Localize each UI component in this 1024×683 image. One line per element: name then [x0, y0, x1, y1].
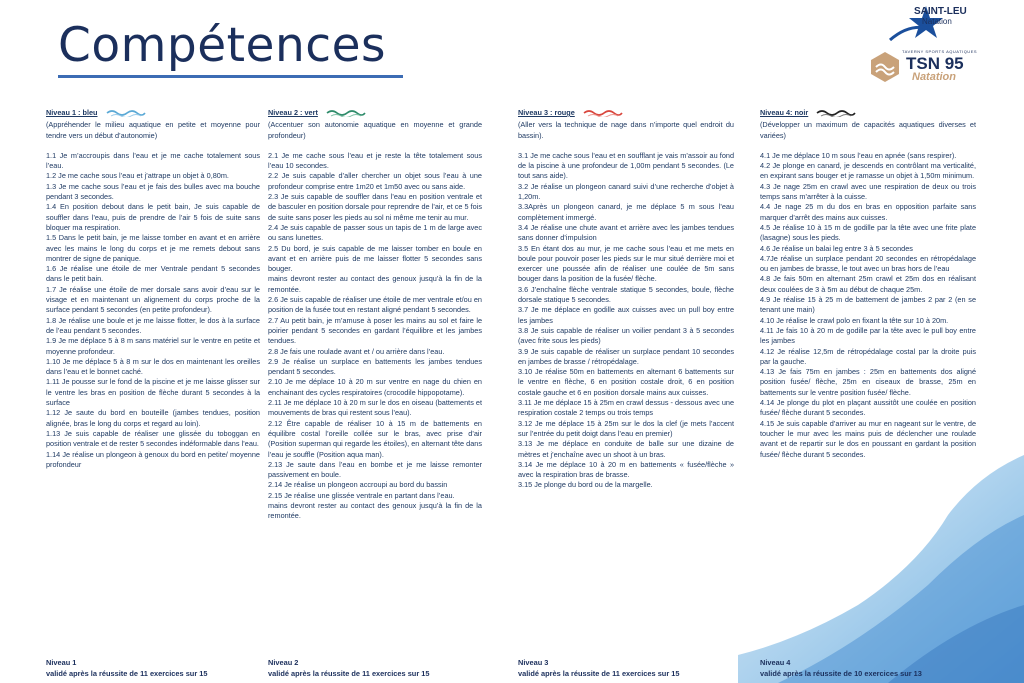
- list-item: 3.12 Je me déplace 15 à 25m sur le dos la clef (je mets l’accent sur l’entrée du petit doigt dans l’eau en premier): [518, 418, 734, 438]
- list-item: 3.7 Je me déplace en godille aux cuisses avec un pull boy entre les jambes: [518, 305, 734, 325]
- level-2-footer: [268, 657, 482, 679]
- list-item: 4.4 Je nage 25 m du dos en bras en opposition parfaite sans marquer d’arrêt des mains aux cuisses.: [760, 202, 976, 222]
- level-3-footer-title: Niveau 3: [518, 658, 549, 667]
- level-2-footer-text: validé après la réussite de 11 exercices sur 15: [268, 669, 430, 678]
- list-item: 4.8 Je fais 50m en alternant 25m crawl et 25m dos en réalisant deux coulées de 3 à 5m au début de chaque 25m.: [760, 274, 976, 294]
- list-item: 1.7 Je réalise une étoile de mer dorsale sans avoir d’eau sur le visage et en maintenant un alignement du corps proche de la surface pendant 5 secondes (en petite profondeur).: [46, 284, 260, 315]
- logo-brand-sub: Natation: [912, 71, 956, 83]
- list-item: 2.14 Je réalise un plongeon accroupi au bord du bassin: [268, 480, 448, 490]
- list-item: 3.4 Je réalise une chute avant et arrière avec les jambes tendues sans donner d’impulsion: [518, 222, 734, 243]
- list-item: 4.15 Je suis capable d’arriver au mur en nageant sur le ventre, de toucher le mur avec les mains puis de déclencher une roulade avant et de repartir sur le dos en poussant en gardant la position fusée/ flèche durant 5 secondes.: [760, 418, 976, 459]
- logo-line2: Natation: [922, 17, 952, 26]
- green-wave-icon: [326, 109, 366, 117]
- list-item: 2.7 Au petit bain, je m’amuse à poser les mains au sol et faire le poirier pendant 5 secondes en gardant l’équilibre et les jambes tendues.: [268, 315, 482, 346]
- level-2-heading: Niveau 2 : vert: [268, 108, 482, 118]
- list-item: 2.2 Je suis capable d’aller chercher un objet sous l’eau à une profondeur comprise entre 1m20 et 1m50 avec ou sans aide.: [268, 171, 482, 191]
- list-item: 2.5 Du bord, je suis capable de me laisser tomber en boule en avant et en arrière puis de me laisser flotter 5 secondes sans bouger.: [268, 243, 482, 274]
- list-item: 1.4 En position debout dans le petit bain, Je suis capable de souffler dans l’eau, puis de prendre de l’air 5 fois de suite sans bloquer ma respiration.: [46, 202, 260, 232]
- level-2-column: [268, 108, 482, 522]
- list-item: 1.12 Je saute du bord en bouteille (jambes tendues, position alignée, bras le long du corps et regard au loin).: [46, 408, 260, 428]
- list-item: 2.6 Je suis capable de réaliser une étoile de mer ventrale et/ou en position de la fusée tout en restant aligné pendant 5 secondes.: [268, 295, 482, 315]
- list-item: 2.11 Je me déplace 10 à 20 m sur le dos en oiseau (battements et mouvements de bras qui restent sous l’eau).: [268, 398, 482, 418]
- list-item: 3.10 Je réalise 50m en battements en alternant 6 battements sur le ventre en flèche, 6 en position costale droit, 6 en position costale gauche et 6 en position dorsale mains aux cuisses.: [518, 367, 734, 397]
- level-1-footer-title: Niveau 1: [46, 658, 77, 667]
- list-item: 1.9 Je me déplace 5 à 8 m sans matériel sur le ventre en petite et moyenne profondeur.: [46, 336, 260, 356]
- level-2-intro: (Accentuer son autonomie aquatique en moyenne et grande profondeur): [268, 120, 482, 140]
- list-item: 4.6 Je réalise un balai leg entre 3 à 5 secondes: [760, 243, 913, 253]
- list-item: 3.2 Je réalise un plongeon canard suivi d’une recherche d’objet à 1,20m.: [518, 181, 734, 202]
- page-title: Compétences: [58, 18, 386, 73]
- list-item: 1.5 Dans le petit bain, je me laisse tomber en avant et en arrière avec les mains le long du corps et je me remets debout sans montrer de signe de panique.: [46, 233, 260, 263]
- list-item: 4.13 Je fais 75m en jambes : 25m en battements dos aligné position fusée/ flèche, 25m en ciseaux de brasse, 25m en battements sur le ventre position fusée/ flèche.: [760, 367, 976, 397]
- list-item: 2.9 Je réalise un surplace en battements les jambes tendues pendant 5 secondes.: [268, 356, 482, 377]
- list-item: 4.2 Je plonge en canard, je descends en contrôlant ma verticalité, en expirant sans bouger et je ramasse un objet à 1,50m minimum.: [760, 161, 976, 181]
- list-item: 2.10 Je me déplace 10 à 20 m sur ventre en nage du chien en enchainant des cycles respiratoires (crocodile hippopotame).: [268, 377, 482, 397]
- list-item: 1.6 Je réalise une étoile de mer Ventrale pendant 5 secondes dans le petit bain.: [46, 264, 260, 284]
- list-item: 2.4 Je suis capable de passer sous un tapis de 1 m de large avec ou sans lunettes.: [268, 222, 482, 243]
- list-item: 1.2 Je me cache sous l’eau et j’attrape un objet à 0,80m.: [46, 171, 229, 181]
- list-item: 3.13 Je me déplace en conduite de balle sur une dizaine de mètres et j’enchaîne avec un shoot à un bras.: [518, 439, 734, 459]
- list-item: 1.11 Je pousse sur le fond de la piscine et je me laisse glisser sur le ventre les bras en position de flèche durant 5 secondes à la surface: [46, 377, 260, 408]
- list-item: 1.1 Je m’accroupis dans l’eau et je me cache totalement sous l’eau.: [46, 150, 260, 171]
- logo-line1: SAINT-LEU: [914, 6, 967, 17]
- level-1-column: [46, 108, 260, 470]
- list-item: 2.8 Je fais une roulade avant et / ou arrière dans l’eau.: [268, 346, 445, 356]
- level-4-footer-title: Niveau 4: [760, 658, 791, 667]
- list-item: 2.3 Je suis capable de souffler dans l’eau en position ventrale et de basculer en position dorsale pour reprendre de l’air, et ce 5 fois de suite sans poser les pieds au sol ni même me tenir au mur.: [268, 192, 482, 222]
- list-item: 3.6 J’enchaîne flèche ventrale statique 5 secondes, boule, flèche dorsale statique 5 secondes.: [518, 284, 734, 305]
- list-item: 4.9 Je réalise 15 à 25 m de battement de jambes 2 par 2 (en se tenant une main): [760, 295, 976, 315]
- list-item: 3.5 En étant dos au mur, je me cache sous l’eau et me mets en boule pour pouvoir poser les pieds sur le mur situé derrière moi et exercer une poussée afin de réaliser une coulée de 5m sans bouger dans la position de la fusée/ flèche.: [518, 243, 734, 284]
- level-4-heading: Niveau 4: noir: [760, 108, 976, 118]
- list-item: 2.13 Je saute dans l’eau en bombe et je me laisse remonter passivement en boule.: [268, 459, 482, 480]
- club-logo: [862, 4, 992, 88]
- level-3-column: [518, 108, 734, 491]
- logo-tagline: TAVERNY SPORTS AQUATIQUES: [902, 49, 978, 54]
- list-item: 2.1 Je me cache sous l’eau et je reste la tête totalement sous l’eau 10 secondes.: [268, 150, 482, 171]
- list-item: 1.8 Je réalise une boule et je me laisse flotter, le dos à la surface de l’eau pendant 5 secondes.: [46, 315, 260, 335]
- level-3-heading: Niveau 3 : rouge: [518, 108, 734, 118]
- level-4-footer: [760, 657, 976, 679]
- list-item: 1.3 Je me cache sous l’eau et je fais des bulles avec ma bouche pendant 3 secondes.: [46, 181, 260, 202]
- list-item: mains devront rester au contact des genoux jusqu’à la fin de la remontée.: [268, 500, 482, 521]
- level-4-column: [760, 108, 976, 460]
- hexagon-icon: [868, 50, 902, 84]
- level-2-footer-title: Niveau 2: [268, 658, 299, 667]
- list-item: 3.14 Je me déplace 10 à 20 m en battements « fusée/flèche » avec la respiration bras de brasse.: [518, 459, 734, 480]
- list-item: 3.15 Je plonge du bord ou de la margelle.: [518, 480, 653, 490]
- level-3-footer-text: validé après la réussite de 11 exercices sur 15: [518, 669, 680, 678]
- list-item: 1.10 Je me déplace 5 à 8 m sur le dos en maintenant les oreilles dans l’eau et le bonnet caché.: [46, 356, 260, 377]
- water-wave-decoration: [738, 455, 1024, 683]
- list-item: 2.12 Être capable de réaliser 10 à 15 m de battements en équilibre costal l’oreille collée sur le bras, avec prise d’air (Position superman qui regarde les étoiles), en alternant tête dans l’eau je souffle (Position aqua man).: [268, 418, 482, 459]
- list-item: 1.14 Je réalise un plongeon à genoux du bord en petite/ moyenne profondeur: [46, 449, 260, 469]
- level-4-footer-text: validé après la réussite de 10 exercices sur 13: [760, 669, 922, 678]
- list-item: 4.11 Je fais 10 à 20 m de godille par la tête avec le pull boy entre les jambes: [760, 325, 976, 346]
- level-1-footer-text: validé après la réussite de 11 exercices sur 15: [46, 669, 208, 678]
- list-item: 3.8 Je suis capable de réaliser un voilier pendant 3 à 5 secondes (avec frite sous les pieds): [518, 325, 734, 346]
- logo-brand: TSN 95: [906, 54, 964, 73]
- red-wave-icon: [583, 109, 623, 117]
- list-item: 4.7Je réalise un surplace pendant 20 secondes en rétropédalage ou en jambes de brasse, le tout avec un bras hors de l’eau: [760, 253, 976, 274]
- list-item: 1.13 Je suis capable de réaliser une glissée du toboggan en position ventrale et de rester 5 secondes indéformable dans l’eau.: [46, 428, 260, 449]
- level-3-intro: (Aller vers la technique de nage dans n’importe quel endroit du bassin).: [518, 120, 734, 140]
- list-item: 3.9 Je suis capable de réaliser un surplace pendant 10 secondes en jambes de brasse / rétropédalage.: [518, 346, 734, 366]
- list-item: 2.15 Je réalise une glissée ventrale en partant dans l’eau.: [268, 490, 455, 500]
- list-item: 4.14 Je plonge du plot en plaçant aussitôt une coulée en position fusée/ flèche durant 5 secondes.: [760, 398, 976, 418]
- blue-wave-icon: [106, 109, 146, 117]
- level-1-footer: [46, 657, 260, 679]
- list-item: 3.3Après un plongeon canard, je me déplace 5 m sous l’eau complètement immergé.: [518, 202, 734, 222]
- list-item: 4.1 Je me déplace 10 m sous l’eau en apnée (sans respirer).: [760, 150, 957, 160]
- list-item: 4.3 Je nage 25m en crawl avec une respiration de deux ou trois temps sans m’arrêter à la cuisse.: [760, 181, 976, 202]
- level-1-intro: (Appréhender le milieu aquatique en petite et moyenne pour tendre vers un début d’autonomie): [46, 120, 260, 140]
- list-item: 4.12 Je réalise 12,5m de rétropédalage costal par la droite puis par la gauche.: [760, 346, 976, 366]
- title-underline: [58, 75, 403, 78]
- list-item: 4.5 Je réalise 10 à 15 m de godille par la tête avec une frite plate (lasagne) sous les pieds.: [760, 222, 976, 243]
- level-4-intro: (Développer un maximum de capacités aquatiques diverses et variées): [760, 120, 976, 140]
- list-item: 3.1 Je me cache sous l’eau et en soufflant je vais m’assoir au fond de la piscine à une profondeur de 1,00m pendant 5 secondes. (Le tout sans aide).: [518, 150, 734, 181]
- level-1-heading: Niveau 1 : bleu: [46, 108, 260, 118]
- black-wave-icon: [816, 109, 856, 117]
- list-item: 4.10 Je réalise le crawl polo en fixant la tête sur 10 à 20m.: [760, 315, 949, 325]
- list-item: mains devront rester au contact des genoux jusqu’à la fin de la remontée.: [268, 274, 482, 294]
- level-3-footer: [518, 657, 734, 679]
- list-item: 3.11 Je me déplace 15 à 25m en crawl dessus - dessous avec une respiration costale 2 temps ou trois temps: [518, 398, 734, 418]
